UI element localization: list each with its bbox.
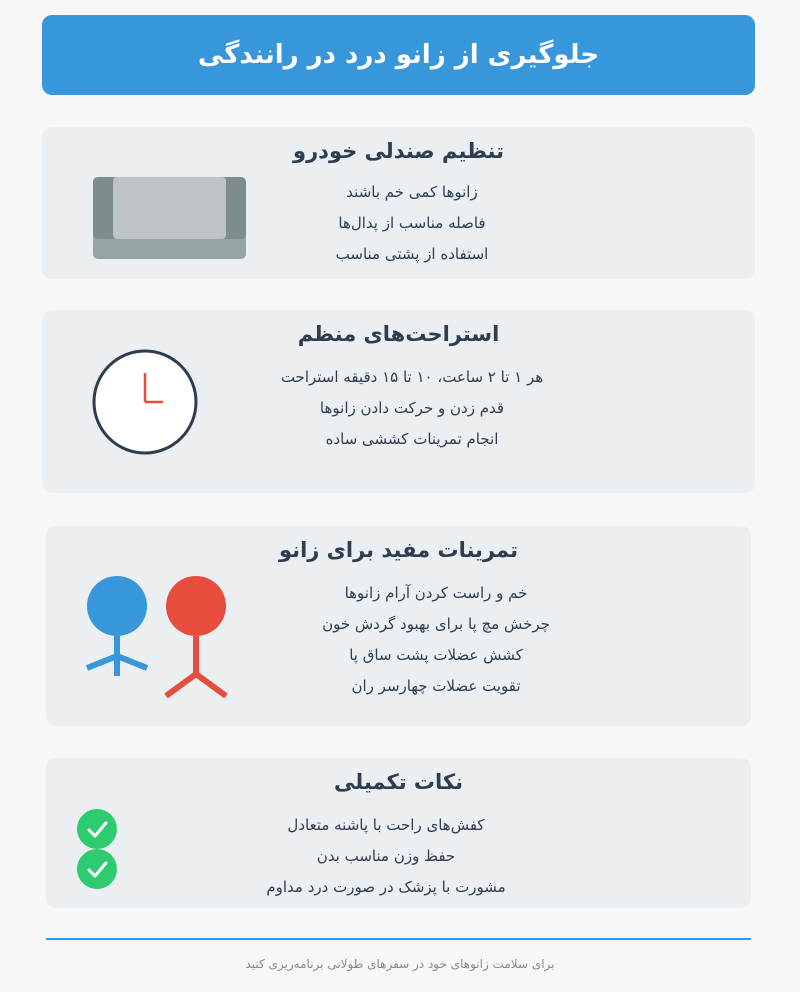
section-lines — [242, 177, 582, 270]
section-title: تمرینات مفید برای زانو — [279, 538, 518, 562]
stick-figures-icon — [80, 576, 230, 701]
list-item: چرخش مچ پا برای بهبود گردش خون — [322, 615, 550, 633]
section-lines — [236, 578, 636, 702]
section-lines — [186, 810, 586, 903]
list-item: کفش‌های راحت با پاشنه متعادل — [287, 816, 485, 834]
check-icon — [77, 849, 117, 889]
section-card-rest-breaks — [42, 310, 755, 493]
blue-figure-icon — [87, 576, 147, 676]
clock-icon — [91, 348, 199, 456]
list-item: تقویت عضلات چهارسر ران — [351, 677, 521, 695]
list-item: زانوها کمی خم باشند — [346, 183, 478, 201]
check-icon — [77, 809, 117, 849]
list-item: هر ۱ تا ۲ ساعت، ۱۰ تا ۱۵ دقیقه استراحت — [280, 368, 544, 386]
page-title: جلوگیری از زانو درد در رانندگی — [197, 40, 600, 70]
section-card-exercises — [46, 526, 751, 726]
list-item: حفظ وزن مناسب بدن — [316, 847, 456, 865]
list-item: قدم زدن و حرکت دادن زانوها — [319, 399, 505, 417]
section-title: تنظیم صندلی خودرو — [293, 139, 504, 163]
list-item: خم و راست کردن آرام زانوها — [344, 584, 528, 602]
section-card-car-seat — [42, 127, 755, 279]
list-item: مشورت با پزشک در صورت درد مداوم — [266, 878, 506, 896]
section-title: استراحت‌های منظم — [297, 322, 500, 346]
red-figure-icon — [166, 576, 226, 696]
header-banner — [42, 15, 755, 95]
footer-text: برای سلامت زانوهای خود در سفرهای طولانی برنامه‌ریزی کنید — [245, 957, 555, 971]
section-lines — [212, 362, 612, 455]
car-seat-icon — [93, 177, 246, 259]
section-card-extra-tips — [46, 758, 751, 908]
list-item: کشش عضلات پشت ساق پا — [349, 646, 523, 664]
list-item: انجام تمرینات کششی ساده — [325, 430, 499, 448]
section-title: نکات تکمیلی — [334, 770, 463, 794]
list-item: استفاده از پشتی مناسب — [335, 245, 489, 263]
list-item: فاصله مناسب از پدال‌ها — [338, 214, 486, 232]
footer-divider — [46, 938, 751, 940]
